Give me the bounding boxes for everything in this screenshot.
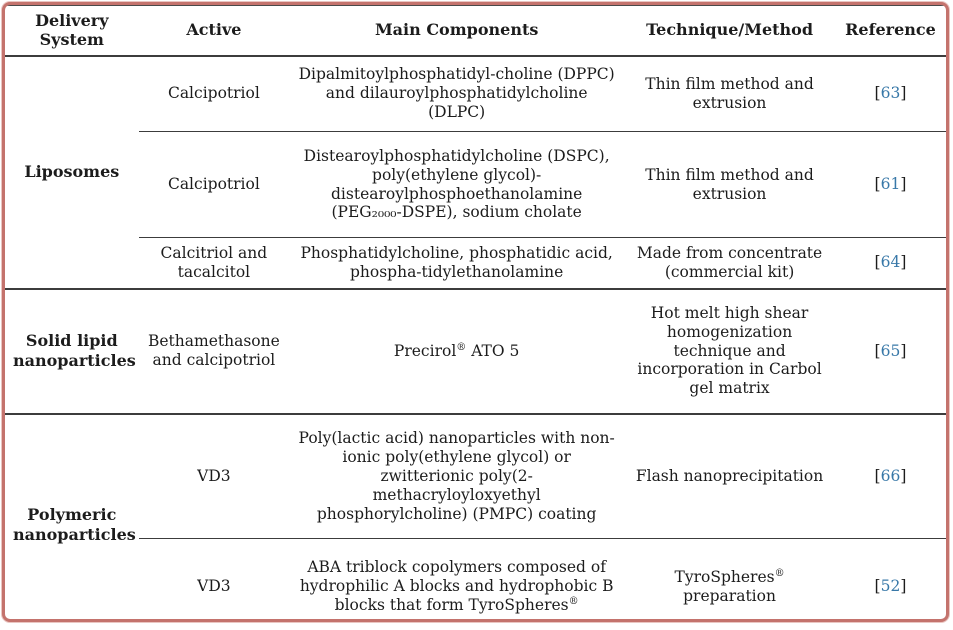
col-header-reference: Reference [835,6,946,56]
cell-active: Calcipotriol [167,84,260,103]
cell-technique: TyroSpheres® preparation [624,539,835,623]
cell-active: Bethamethasone and calcipotriol [139,289,290,414]
cell-main-components: Poly(lactic acid) nanoparticles with non-ionic poly(ethylene glycol) or zwitterionic poly(2-methacryloyloxyethyl phosphorylcholine) (PMPC) coating [289,414,624,539]
ref-bracket-close: ] [900,577,907,596]
table-row [5,539,946,623]
col-header-delivery-system: Delivery System [5,6,139,56]
ref-bracket-open: [ [874,577,881,596]
table-row [5,238,946,289]
cell-reference [835,289,946,414]
delivery-systems-table [5,5,946,622]
reference-link[interactable]: 66 [880,466,901,485]
cell-reference [835,539,946,623]
table-row [5,132,946,238]
ref-bracket-close: ] [900,253,907,272]
group-label-liposomes: Liposomes [24,162,120,182]
reference-link[interactable]: 65 [880,341,901,360]
cell-reference [835,132,946,238]
reference-link[interactable]: 61 [880,175,901,194]
cell-technique: Made from concentrate (commercial kit) [624,238,835,289]
cell-active: VD3 [139,414,290,539]
cell-main-components: Phosphatidylcholine, phosphatidic acid, phospha-tidylethanolamine [289,238,624,289]
reference-link[interactable]: 52 [880,577,901,596]
ref-bracket-close: ] [900,84,907,103]
group-label-polymeric-nanoparticles: Polymeric nanoparticles [5,414,139,623]
ref-bracket-open: [ [874,253,881,272]
cell-reference [835,56,946,132]
cell-technique: Flash nanoprecipitation [624,414,835,539]
reference-link[interactable]: 63 [880,84,901,103]
cell-active: Calcitriol and tacalcitol [139,238,290,289]
header-row [5,6,946,56]
cell-main-components: Distearoylphosphatidylcholine (DSPC), poly(ethylene glycol)-distearoylphosphoethanolamine (PEG₂₀₀₀-DSPE), sodium cholate [289,132,624,238]
col-header-technique-method: Technique/Method [624,6,835,56]
col-header-main-components: Main Components [289,6,624,56]
table-row [5,56,946,132]
table-frame [2,2,949,622]
cell-reference [835,414,946,539]
ref-bracket-open: [ [874,466,881,485]
cell-active: Calcipotriol [139,132,290,238]
ref-bracket-open: [ [874,175,881,194]
col-header-active: Active [139,6,290,56]
cell-technique: Thin film method and extrusion [645,74,814,112]
cell-main-components: Precirol® ATO 5 [289,289,624,414]
cell-technique: Hot melt high shear homogenization technique and incorporation in Carbol gel matrix [624,289,835,414]
reference-link[interactable]: 64 [880,253,901,272]
table-row [5,414,946,539]
ref-bracket-open: [ [874,84,881,103]
table-row [5,289,946,414]
ref-bracket-open: [ [874,341,881,360]
ref-bracket-close: ] [900,466,907,485]
ref-bracket-close: ] [900,175,907,194]
group-label-solid-lipid-nanoparticles: Solid lipid nanoparticles [5,289,139,414]
cell-main-components: Dipalmitoylphosphatidyl-choline (DPPC) and dilauroylphosphatidylcholine (DLPC) [298,65,615,122]
cell-active: VD3 [139,539,290,623]
ref-bracket-close: ] [900,341,907,360]
cell-main-components: ABA triblock copolymers composed of hydrophilic A blocks and hydrophobic B blocks that form TyroSpheres® [289,539,624,623]
cell-reference [835,238,946,289]
cell-technique: Thin film method and extrusion [624,132,835,238]
